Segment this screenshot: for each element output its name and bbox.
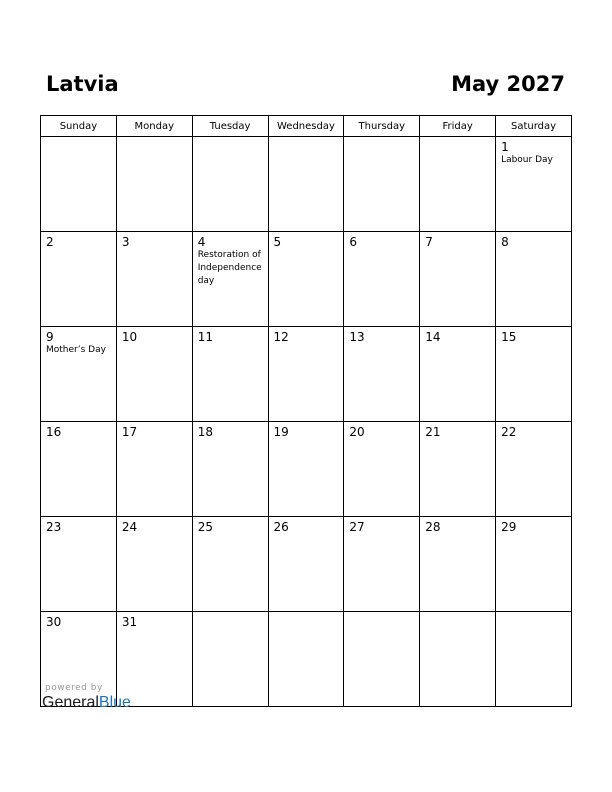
day-cell (41, 232, 117, 327)
day-cell (41, 422, 117, 517)
calendar-grid (40, 115, 572, 707)
weekday-thursday: Thursday (344, 116, 420, 137)
week-row (41, 422, 572, 517)
day-cell (268, 612, 344, 707)
day-number: 28 (425, 520, 441, 534)
country-title: Latvia (46, 72, 119, 96)
weekday-monday: Monday (116, 116, 192, 137)
day-number: 1 (501, 140, 509, 154)
holiday-label: Restoration of Independence day (197, 250, 262, 286)
day-cell (420, 612, 496, 707)
day-number: 20 (349, 425, 365, 439)
day-cell (496, 612, 572, 707)
weekday-header-row (41, 116, 572, 137)
day-number: 24 (121, 520, 138, 534)
day-cell (268, 422, 344, 517)
day-number: 4 (197, 235, 206, 249)
day-cell (496, 137, 572, 232)
day-cell (496, 517, 572, 612)
day-cell (420, 232, 496, 327)
week-row (41, 137, 572, 232)
day-number: 25 (197, 520, 213, 534)
day-number: 26 (273, 520, 289, 534)
weekday-wednesday: Wednesday (268, 116, 344, 137)
day-number: 31 (121, 615, 138, 629)
day-cell (192, 612, 268, 707)
day-number: 15 (501, 330, 517, 344)
day-cell (116, 517, 192, 612)
day-number: 10 (121, 330, 138, 344)
day-cell (420, 327, 496, 422)
day-cell (41, 137, 117, 232)
day-number: 8 (501, 235, 509, 249)
day-cell (116, 137, 192, 232)
month-title: May 2027 (451, 72, 565, 96)
day-number: 3 (121, 235, 130, 249)
day-number: 23 (46, 520, 62, 534)
day-cell (192, 232, 268, 327)
day-number: 30 (46, 615, 62, 629)
day-number: 5 (273, 235, 282, 249)
day-number: 16 (46, 425, 62, 439)
day-cell (192, 517, 268, 612)
day-number: 2 (46, 235, 54, 249)
generalblue-logo (42, 694, 131, 712)
week-row (41, 327, 572, 422)
day-number: 12 (273, 330, 289, 344)
day-number: 29 (501, 520, 517, 534)
day-cell (116, 422, 192, 517)
day-cell (41, 517, 117, 612)
day-cell (344, 327, 420, 422)
day-cell (41, 327, 117, 422)
day-number: 19 (273, 425, 289, 439)
day-number: 18 (197, 425, 213, 439)
day-number: 21 (425, 425, 441, 439)
day-cell (344, 422, 420, 517)
day-cell (420, 517, 496, 612)
day-number: 27 (349, 520, 365, 534)
day-number: 22 (501, 425, 517, 439)
day-cell (268, 137, 344, 232)
holiday-label: Mother’s Day (46, 345, 106, 355)
day-cell (268, 232, 344, 327)
day-number: 7 (425, 235, 433, 249)
week-row (41, 232, 572, 327)
day-cell (116, 232, 192, 327)
brand-general: General (42, 694, 99, 711)
day-cell (344, 137, 420, 232)
week-row (41, 517, 572, 612)
weekday-friday: Friday (420, 116, 496, 137)
day-number: 13 (349, 330, 365, 344)
day-cell (420, 422, 496, 517)
day-cell (192, 327, 268, 422)
day-cell (268, 327, 344, 422)
day-number: 6 (349, 235, 358, 249)
day-cell (496, 232, 572, 327)
week-row (41, 612, 572, 707)
day-cell (116, 612, 192, 707)
day-cell (116, 327, 192, 422)
day-cell (344, 517, 420, 612)
weekday-saturday: Saturday (496, 116, 572, 137)
day-number: 14 (425, 330, 441, 344)
day-cell (344, 612, 420, 707)
day-cell (192, 137, 268, 232)
weekday-tuesday: Tuesday (192, 116, 268, 137)
day-cell (496, 327, 572, 422)
day-number: 11 (197, 330, 213, 344)
weekday-sunday: Sunday (41, 116, 117, 137)
day-cell (496, 422, 572, 517)
day-number: 9 (46, 330, 54, 344)
day-number: 17 (121, 425, 138, 439)
day-cell (268, 517, 344, 612)
day-cell (420, 137, 496, 232)
day-cell (192, 422, 268, 517)
day-cell (344, 232, 420, 327)
holiday-label: Labour Day (501, 155, 553, 165)
powered-by-text: powered by (45, 683, 103, 693)
brand-blue: Blue (98, 694, 131, 711)
